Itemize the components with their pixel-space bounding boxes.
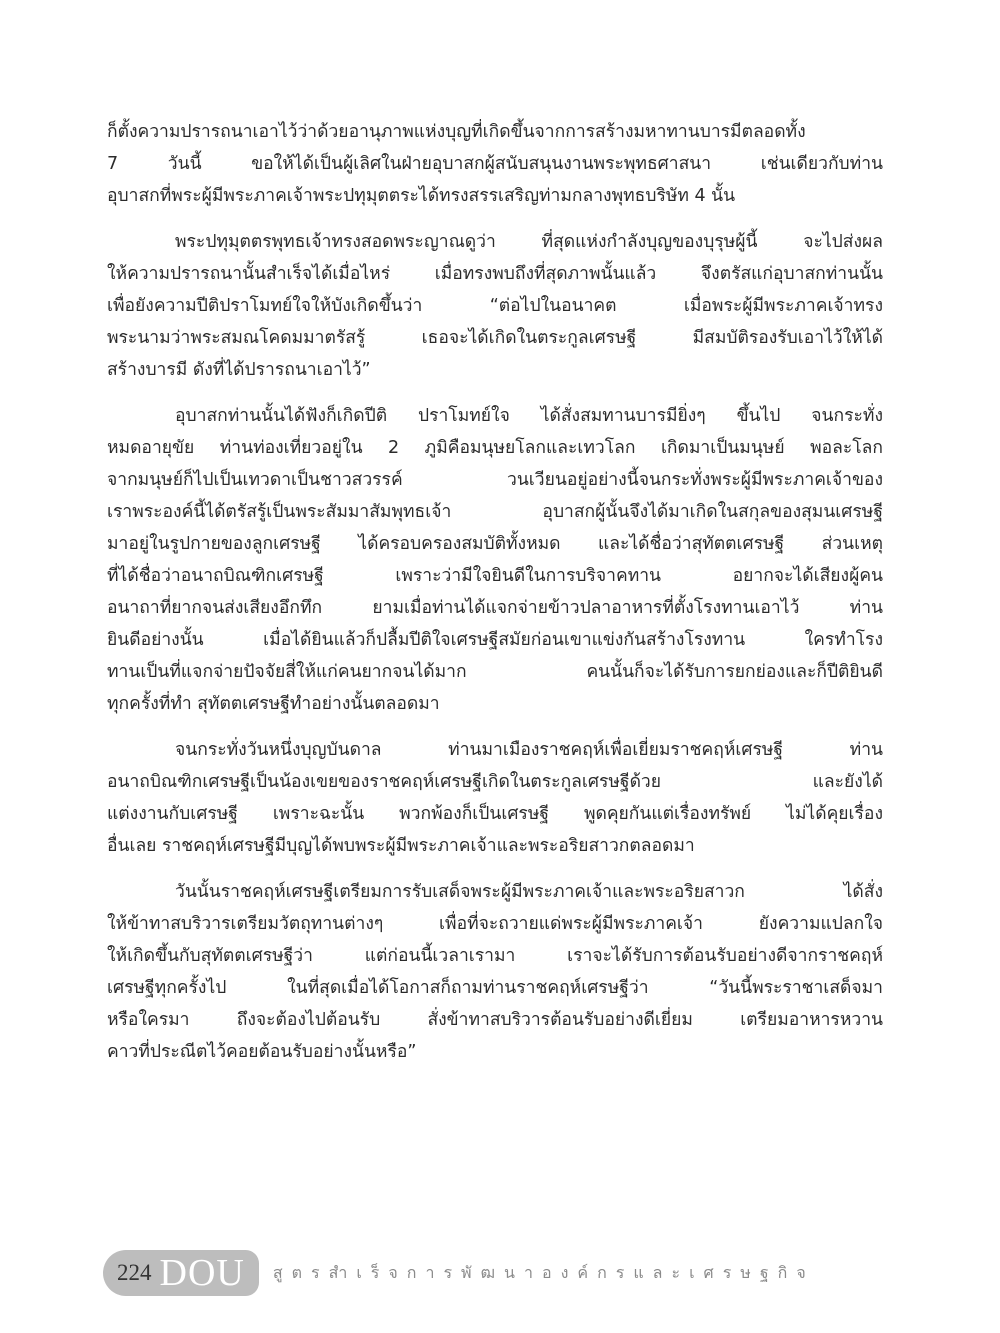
text-line: สร้างบารมี ดังที่ได้ปรารถนาเอาไว้” <box>107 360 371 380</box>
text-line: แต่งงานกับเศรษฐี เพราะฉะนั้น พวกพ้องก็เป็นเศรษฐี พูดคุยกันแต่เรื่องทรัพย์ ไม่ได้คุยเรื่อง <box>107 804 883 824</box>
text-line: พระปทุมุตตรพุทธเจ้าทรงสอดพระญาณดูว่า ที่สุดแห่งกำลังบุญของบุรุษผู้นี้ จะไปส่งผล <box>175 232 883 252</box>
paragraph <box>107 734 883 862</box>
text-line: วันนั้นราชคฤห์เศรษฐีเตรียมการรับเสด็จพระผู้มีพระภาคเจ้าและพระอริยสาวก ได้สั่ง <box>175 882 883 902</box>
text-line: ก็ตั้งความปรารถนาเอาไว้ว่าด้วยอานุภาพแห่งบุญที่เกิดขึ้นจากการสร้างมหาทานบารมีตลอดทั้ง <box>107 122 806 142</box>
paragraph <box>107 226 883 386</box>
text-line: ให้ข้าทาสบริวารเตรียมวัตถุทานต่างๆ เพื่อที่จะถวายแด่พระผู้มีพระภาคเจ้า ยังความแปลกใจ <box>107 914 883 934</box>
text-line: ที่ได้ชื่อว่าอนาถบิณฑิกเศรษฐี เพราะว่ามีใจยินดีในการบริจาคทาน อยากจะได้เสียงผู้คน <box>107 566 883 586</box>
text-line: หรือใครมา ถึงจะต้องไปต้อนรับ สั่งข้าทาสบริวารต้อนรับอย่างดีเยี่ยม เตรียมอาหารหวาน <box>107 1010 883 1030</box>
text-line: คาวที่ประณีตไว้คอยต้อนรับอย่างนั้นหรือ” <box>107 1042 417 1062</box>
page-badge <box>103 1250 259 1296</box>
text-line: จากมนุษย์ก็ไปเป็นเทวดาเป็นชาวสวรรค์ วนเวียนอยู่อย่างนี้จนกระทั่งพระผู้มีพระภาคเจ้าของ <box>107 470 883 490</box>
paragraph <box>107 400 883 720</box>
book-title: สูตรสำเร็จการพัฒนาองค์กรและเศรษฐกิจ <box>272 1262 815 1282</box>
text-line: ทานเป็นที่แจกจ่ายปัจจัยสี่ให้แก่คนยากจนได้มาก คนนั้นก็จะได้รับการยกย่องและก็ปีติยินดี <box>107 662 883 682</box>
text-line: อุบาสกที่พระผู้มีพระภาคเจ้าพระปทุมุตตระได้ทรงสรรเสริญท่ามกลางพุทธบริษัท 4 นั้น <box>107 186 736 206</box>
text-line: จนกระทั่งวันหนึ่งบุญบันดาล ท่านมาเมืองราชคฤห์เพื่อเยี่ยมราชคฤห์เศรษฐี ท่าน <box>175 740 883 760</box>
page-body <box>107 116 883 1082</box>
text-line: เศรษฐีทุกครั้งไป ในที่สุดเมื่อได้โอกาสก็ถามท่านราชคฤห์เศรษฐีว่า “วันนี้พระราชาเสด็จมา <box>107 978 883 998</box>
text-line: ยินดีอย่างนั้น เมื่อได้ยินแล้วก็ปลื้มปีติใจเศรษฐีสมัยก่อนเขาแข่งกันสร้างโรงทาน ใครทำโรง <box>107 630 883 650</box>
text-line: 7 วันนี้ ขอให้ได้เป็นผู้เลิศในฝ่ายอุบาสกผู้สนับสนุนงานพระพุทธศาสนา เช่นเดียวกับท่าน <box>107 154 883 174</box>
paragraph <box>107 116 883 212</box>
text-line: มาอยู่ในรูปกายของลูกเศรษฐี ได้ครอบครองสมบัติทั้งหมด และได้ชื่อว่าสุทัตตเศรษฐี ส่วนเหตุ <box>107 534 883 554</box>
text-line: อื่นเลย ราชคฤห์เศรษฐีมีบุญได้พบพระผู้มีพระภาคเจ้าและพระอริยสาวกตลอดมา <box>107 836 695 856</box>
page-footer <box>103 1249 815 1297</box>
text-line: เพื่อยังความปีติปราโมทย์ใจให้บังเกิดขึ้นว่า “ต่อไปในอนาคต เมื่อพระผู้มีพระภาคเจ้าทรง <box>107 296 883 316</box>
text-line: ทุกครั้งที่ทำ สุทัตตเศรษฐีทำอย่างนั้นตลอดมา <box>107 694 440 714</box>
text-line: อุบาสกท่านนั้นได้ฟังก็เกิดปีติ ปราโมทย์ใจ ได้สั่งสมทานบารมียิ่งๆ ขึ้นไป จนกระทั่ง <box>175 406 883 426</box>
text-line: หมดอายุขัย ท่านท่องเที่ยวอยู่ใน 2 ภูมิคือมนุษยโลกและเทวโลก เกิดมาเป็นมนุษย์ พอละโลก <box>107 438 883 458</box>
text-line: อนาถาที่ยากจนส่งเสียงอึกทึก ยามเมื่อท่านได้แจกจ่ายข้าวปลาอาหารที่ตั้งโรงทานเอาไว้ ท่าน <box>107 598 883 618</box>
text-line: ให้เกิดขึ้นกับสุทัตตเศรษฐีว่า แต่ก่อนนี้เวลาเรามา เราจะได้รับการต้อนรับอย่างดีจากราชคฤห์ <box>107 946 883 966</box>
dou-logo: DOU <box>159 1252 245 1294</box>
text-line: อนาถบิณฑิกเศรษฐีเป็นน้องเขยของราชคฤห์เศรษฐีเกิดในตระกูลเศรษฐีด้วย และยังได้ <box>107 772 883 792</box>
text-line: เราพระองค์นี้ได้ตรัสรู้เป็นพระสัมมาสัมพุทธเจ้า อุบาสกผู้นั้นจึงได้มาเกิดในสกุลของสุมนเศรษฐี <box>107 502 883 522</box>
paragraph <box>107 876 883 1068</box>
text-line: พระนามว่าพระสมณโคดมมาตรัสรู้ เธอจะได้เกิดในตระกูลเศรษฐี มีสมบัติรองรับเอาไว้ให้ได้ <box>107 328 883 348</box>
page-number: 224 <box>117 1260 152 1285</box>
text-line: ให้ความปรารถนานั้นสำเร็จได้เมื่อไหร่ เมื่อทรงพบถึงที่สุดภาพนั้นแล้ว จึงตรัสแก่อุบาสกท่านนั้น <box>107 264 883 284</box>
